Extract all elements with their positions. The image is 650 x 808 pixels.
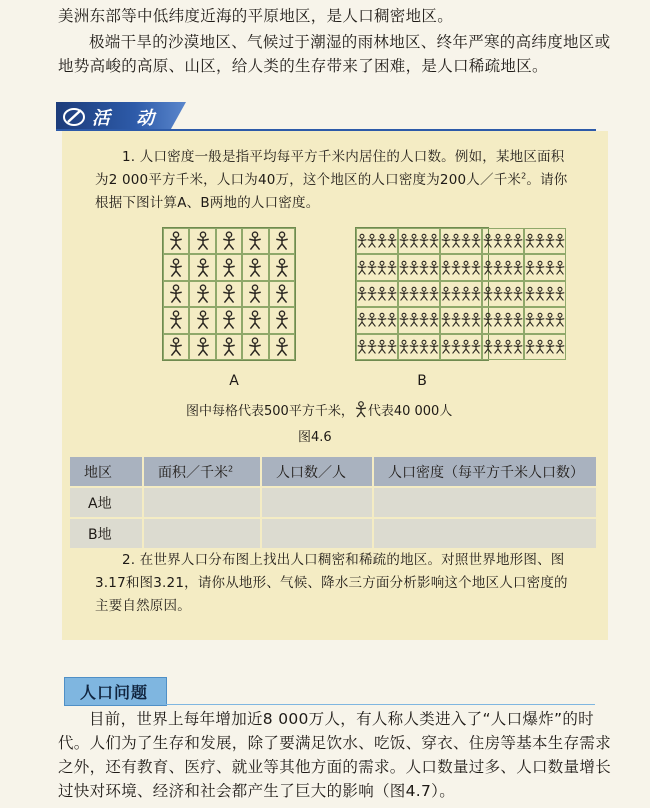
person-icon — [471, 258, 481, 278]
grid-cell — [189, 228, 215, 254]
table-cell — [373, 518, 597, 549]
col-header-density: 人口密度（每平方千米人口数） — [373, 456, 597, 487]
person-icon — [387, 258, 397, 278]
person-icon — [429, 258, 439, 278]
person-icon — [471, 284, 481, 304]
density-table — [68, 455, 598, 550]
grid-cell — [269, 334, 295, 360]
person-icon — [555, 258, 565, 278]
person-icon — [168, 231, 184, 251]
person-icon — [274, 310, 290, 330]
person-icon — [555, 231, 565, 251]
person-icon — [513, 284, 523, 304]
grid-cell — [440, 334, 482, 360]
intro-paragraph-2: 极端干旱的沙漠地区、气候过于潮湿的雨林地区、终年严寒的高纬度地区或地势高峻的高原、山区，给人类的生存带来了困难，是人口稀疏地区。 — [58, 33, 611, 75]
col-header-region: 地区 — [69, 456, 143, 487]
person-icon — [247, 231, 263, 251]
table-cell — [261, 518, 373, 549]
person-icon — [387, 284, 397, 304]
table-row — [69, 487, 597, 518]
person-icon — [387, 337, 397, 357]
grid-cell — [482, 254, 524, 280]
person-icon — [221, 258, 237, 278]
person-icon — [221, 337, 237, 357]
person-icon — [555, 284, 565, 304]
grid-cell — [163, 334, 189, 360]
person-icon — [221, 310, 237, 330]
row-label-b: B地 — [69, 518, 143, 549]
person-icon — [274, 337, 290, 357]
grid-cell — [189, 334, 215, 360]
grid-a — [162, 227, 296, 361]
col-header-population: 人口数／人 — [261, 456, 373, 487]
intro-paragraph-1: 美洲东部等中低纬度近海的平原地区，是人口稠密地区。 — [58, 7, 454, 25]
person-icon — [274, 258, 290, 278]
grid-cell — [440, 254, 482, 280]
person-icon — [354, 401, 368, 418]
table-header-row — [69, 456, 597, 487]
person-icon — [429, 310, 439, 330]
person-icon — [247, 337, 263, 357]
grid-cell — [356, 307, 398, 333]
grid-cell — [216, 228, 242, 254]
person-icon — [168, 310, 184, 330]
person-icon — [387, 231, 397, 251]
grid-cell — [398, 307, 440, 333]
grid-cell — [524, 228, 566, 254]
grid-cell — [242, 228, 268, 254]
grid-cell — [356, 228, 398, 254]
row-label-a: A地 — [69, 487, 143, 518]
grid-cell — [216, 281, 242, 307]
person-icon — [195, 258, 211, 278]
person-icon — [513, 258, 523, 278]
activity-banner-title: 活 动 — [92, 108, 165, 129]
table-row — [69, 518, 597, 549]
grid-cell — [524, 334, 566, 360]
table-cell — [143, 518, 261, 549]
person-icon — [471, 310, 481, 330]
person-icon — [247, 310, 263, 330]
pen-icon — [62, 104, 86, 128]
person-icon — [168, 337, 184, 357]
grid-cell — [242, 334, 268, 360]
person-icon — [555, 310, 565, 330]
table-cell — [143, 487, 261, 518]
grid-cell — [242, 254, 268, 280]
person-icon — [513, 310, 523, 330]
grid-cell — [163, 281, 189, 307]
col-header-area: 面积／千米$^2$ — [143, 456, 261, 487]
table-cell — [373, 487, 597, 518]
grid-cell — [524, 254, 566, 280]
grid-cell — [189, 281, 215, 307]
grid-cell — [242, 307, 268, 333]
person-icon — [247, 258, 263, 278]
grid-cell — [242, 281, 268, 307]
grid-b-label: B — [417, 373, 427, 389]
grid-cell — [398, 281, 440, 307]
section-title: 人口问题 — [80, 683, 149, 702]
person-icon — [195, 284, 211, 304]
grid-cell — [163, 228, 189, 254]
grid-cell — [440, 307, 482, 333]
grid-cell — [269, 228, 295, 254]
person-icon — [274, 284, 290, 304]
grid-cell — [356, 254, 398, 280]
person-icon — [471, 231, 481, 251]
grid-b — [355, 227, 489, 361]
figure-legend: 图中每格代表500平方千米， 代表40 000人 — [186, 400, 452, 419]
grid-cell — [482, 307, 524, 333]
grid-cell — [482, 228, 524, 254]
section-rule — [165, 704, 595, 705]
section-paragraph: 目前，世界上每年增加近8 000万人，有人称人类进入了“人口爆炸”的时代。人们为了生存和发展，除了要满足饮水、吃饭、穿衣、住房等基本生存需求之外，还有教育、医疗、就业等其他方面的需求。人口数量过多、人口数量增长过快对环境、经济和社会都产生了巨大的影响（图4.7）。 — [58, 710, 612, 800]
grid-cell — [524, 307, 566, 333]
grid-cell — [398, 254, 440, 280]
grid-cell — [216, 254, 242, 280]
grid-cell — [163, 254, 189, 280]
person-icon — [555, 337, 565, 357]
grid-cell — [398, 334, 440, 360]
activity-question-1: 1. 人口密度一般是指平均每平方千米内居住的人口数。例如，某地区面积为2 000平方千米，人口为40万，这个地区的人口密度为200人／千米$^2$。请你根据下图计算A、B两地的人口密度。 — [95, 149, 568, 211]
grid-cell — [189, 307, 215, 333]
person-icon — [247, 284, 263, 304]
grid-cell — [482, 334, 524, 360]
person-icon — [274, 231, 290, 251]
grid-cell — [440, 281, 482, 307]
person-icon — [168, 258, 184, 278]
person-icon — [221, 231, 237, 251]
person-icon — [221, 284, 237, 304]
person-icon — [387, 310, 397, 330]
person-icon — [195, 231, 211, 251]
person-icon — [513, 337, 523, 357]
grid-cell — [189, 254, 215, 280]
grid-cell — [269, 254, 295, 280]
person-icon — [471, 337, 481, 357]
grid-cell — [524, 281, 566, 307]
figure-caption: 图4.6 — [298, 430, 332, 445]
grid-cell — [398, 228, 440, 254]
grid-cell — [482, 281, 524, 307]
grid-a-label: A — [229, 373, 239, 389]
grid-cell — [216, 334, 242, 360]
grid-cell — [440, 228, 482, 254]
person-icon — [429, 231, 439, 251]
person-icon — [168, 284, 184, 304]
grid-cell — [216, 307, 242, 333]
person-icon — [195, 337, 211, 357]
person-icon — [195, 310, 211, 330]
grid-cell — [356, 334, 398, 360]
person-icon — [429, 284, 439, 304]
grid-cell — [269, 307, 295, 333]
person-icon — [429, 337, 439, 357]
table-cell — [261, 487, 373, 518]
grid-cell — [356, 281, 398, 307]
grid-cell — [269, 281, 295, 307]
person-icon — [513, 231, 523, 251]
activity-question-2: 2. 在世界人口分布图上找出人口稠密和稀疏的地区。对照世界地形图、图3.17和图3.21，请你从地形、气候、降水三方面分析影响这个地区人口密度的主要自然原因。 — [95, 552, 568, 614]
grid-cell — [163, 307, 189, 333]
